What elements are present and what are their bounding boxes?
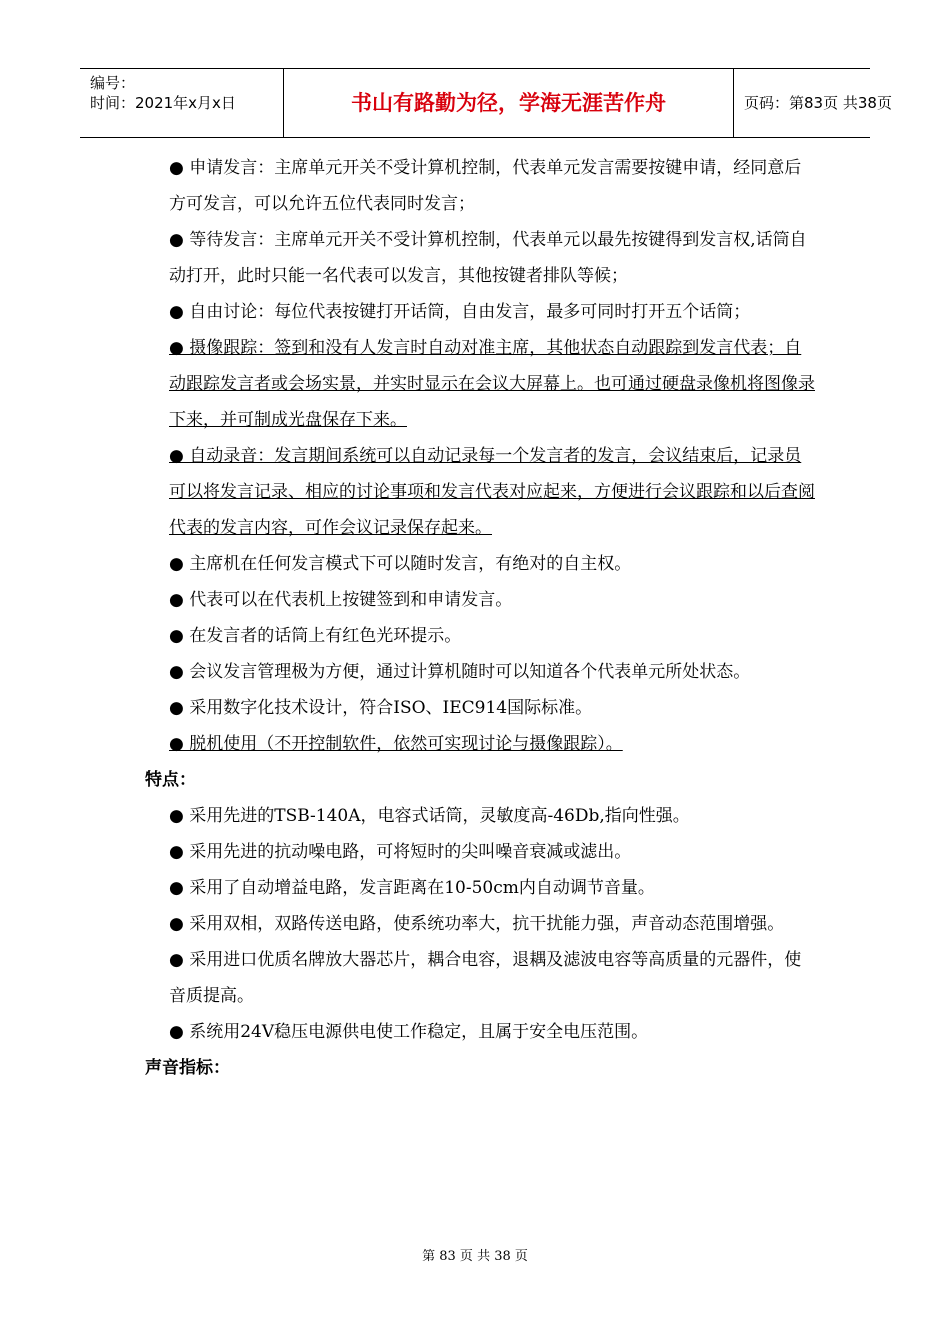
paragraph: ● 代表可以在代表机上按键签到和申请发言。 xyxy=(169,590,513,610)
paragraph: ● 申请发言：主席单元开关不受计算机控制，代表单元发言需要按键申请，经同意后方可发言，可以允许五位代表同时发言； xyxy=(169,158,802,214)
paragraph: ● 自由讨论：每位代表按键打开话筒，自由发言，最多可同时打开五个话筒； xyxy=(169,302,751,322)
header-left xyxy=(80,69,283,137)
feature-item: ● 采用进口优质名牌放大器芯片，耦合电容，退耦及滤波电容等高质量的元器件，使音质提高。 xyxy=(169,950,802,1006)
paragraph: ● 会议发言管理极为方便，通过计算机随时可以知道各个代表单元所处状态。 xyxy=(169,662,751,682)
features-heading: 特点： xyxy=(145,770,196,790)
feature-item: ● 采用先进的抗动噪电路，可将短时的尖叫噪音衰减或滤出。 xyxy=(169,842,632,862)
feature-item: ● 采用双相，双路传送电路，使系统功率大，抗干扰能力强，声音动态范围增强。 xyxy=(169,914,785,934)
paragraph: ● 采用数字化技术设计，符合ISO、IEC914国际标准。 xyxy=(169,698,593,718)
page-header xyxy=(80,68,892,138)
feature-item: ● 采用先进的TSB-140A，电容式话筒，灵敏度高-46Db,指向性强。 xyxy=(169,806,690,826)
paragraph: ● 在发言者的话筒上有红色光环提示。 xyxy=(169,626,462,646)
sound-spec-heading: 声音指标： xyxy=(145,1058,230,1078)
feature-item: ● 采用了自动增益电路，发言距离在10-50cm内自动调节音量。 xyxy=(169,878,655,898)
feature-item: ● 系统用24V稳压电源供电使工作稳定，且属于安全电压范围。 xyxy=(169,1022,649,1042)
header-page-info: 页码：第83页 共38页 xyxy=(744,94,892,112)
document-number-label: 编号： xyxy=(90,74,136,92)
paragraph-underlined: ● 摄像跟踪：签到和没有人发言时自动对准主席，其他状态自动跟踪到发言代表；自动跟踪发言者或会场实景，并实时显示在会议大屏幕上。也可通过硬盘录像机将图像录下来，并可制成光盘保存下来。 xyxy=(169,338,815,430)
paragraph: ● 等待发言：主席单元开关不受计算机控制，代表单元以最先按键得到发言权,话筒自动打开，此时只能一名代表可以发言，其他按键者排队等候； xyxy=(169,230,807,286)
paragraph: ● 主席机在任何发言模式下可以随时发言，有绝对的自主权。 xyxy=(169,554,632,574)
document-body xyxy=(145,150,815,1086)
page-footer: 第 83 页 共 38 页 xyxy=(422,1249,528,1264)
header-motto: 书山有路勤为径，学海无涯苦作舟 xyxy=(283,69,734,137)
document-date: 时间：2021年x月x日 xyxy=(90,94,236,112)
paragraph-underlined: ● 脱机使用（不开控制软件，依然可实现讨论与摄像跟踪）。 xyxy=(169,734,623,754)
paragraph-underlined: ● 自动录音：发言期间系统可以自动记录每一个发言者的发言，会议结束后，记录员可以将发言记录、相应的讨论事项和发言代表对应起来，方便进行会议跟踪和以后查阅代表的发言内容，可作会议记录保存起来。 xyxy=(169,446,815,538)
